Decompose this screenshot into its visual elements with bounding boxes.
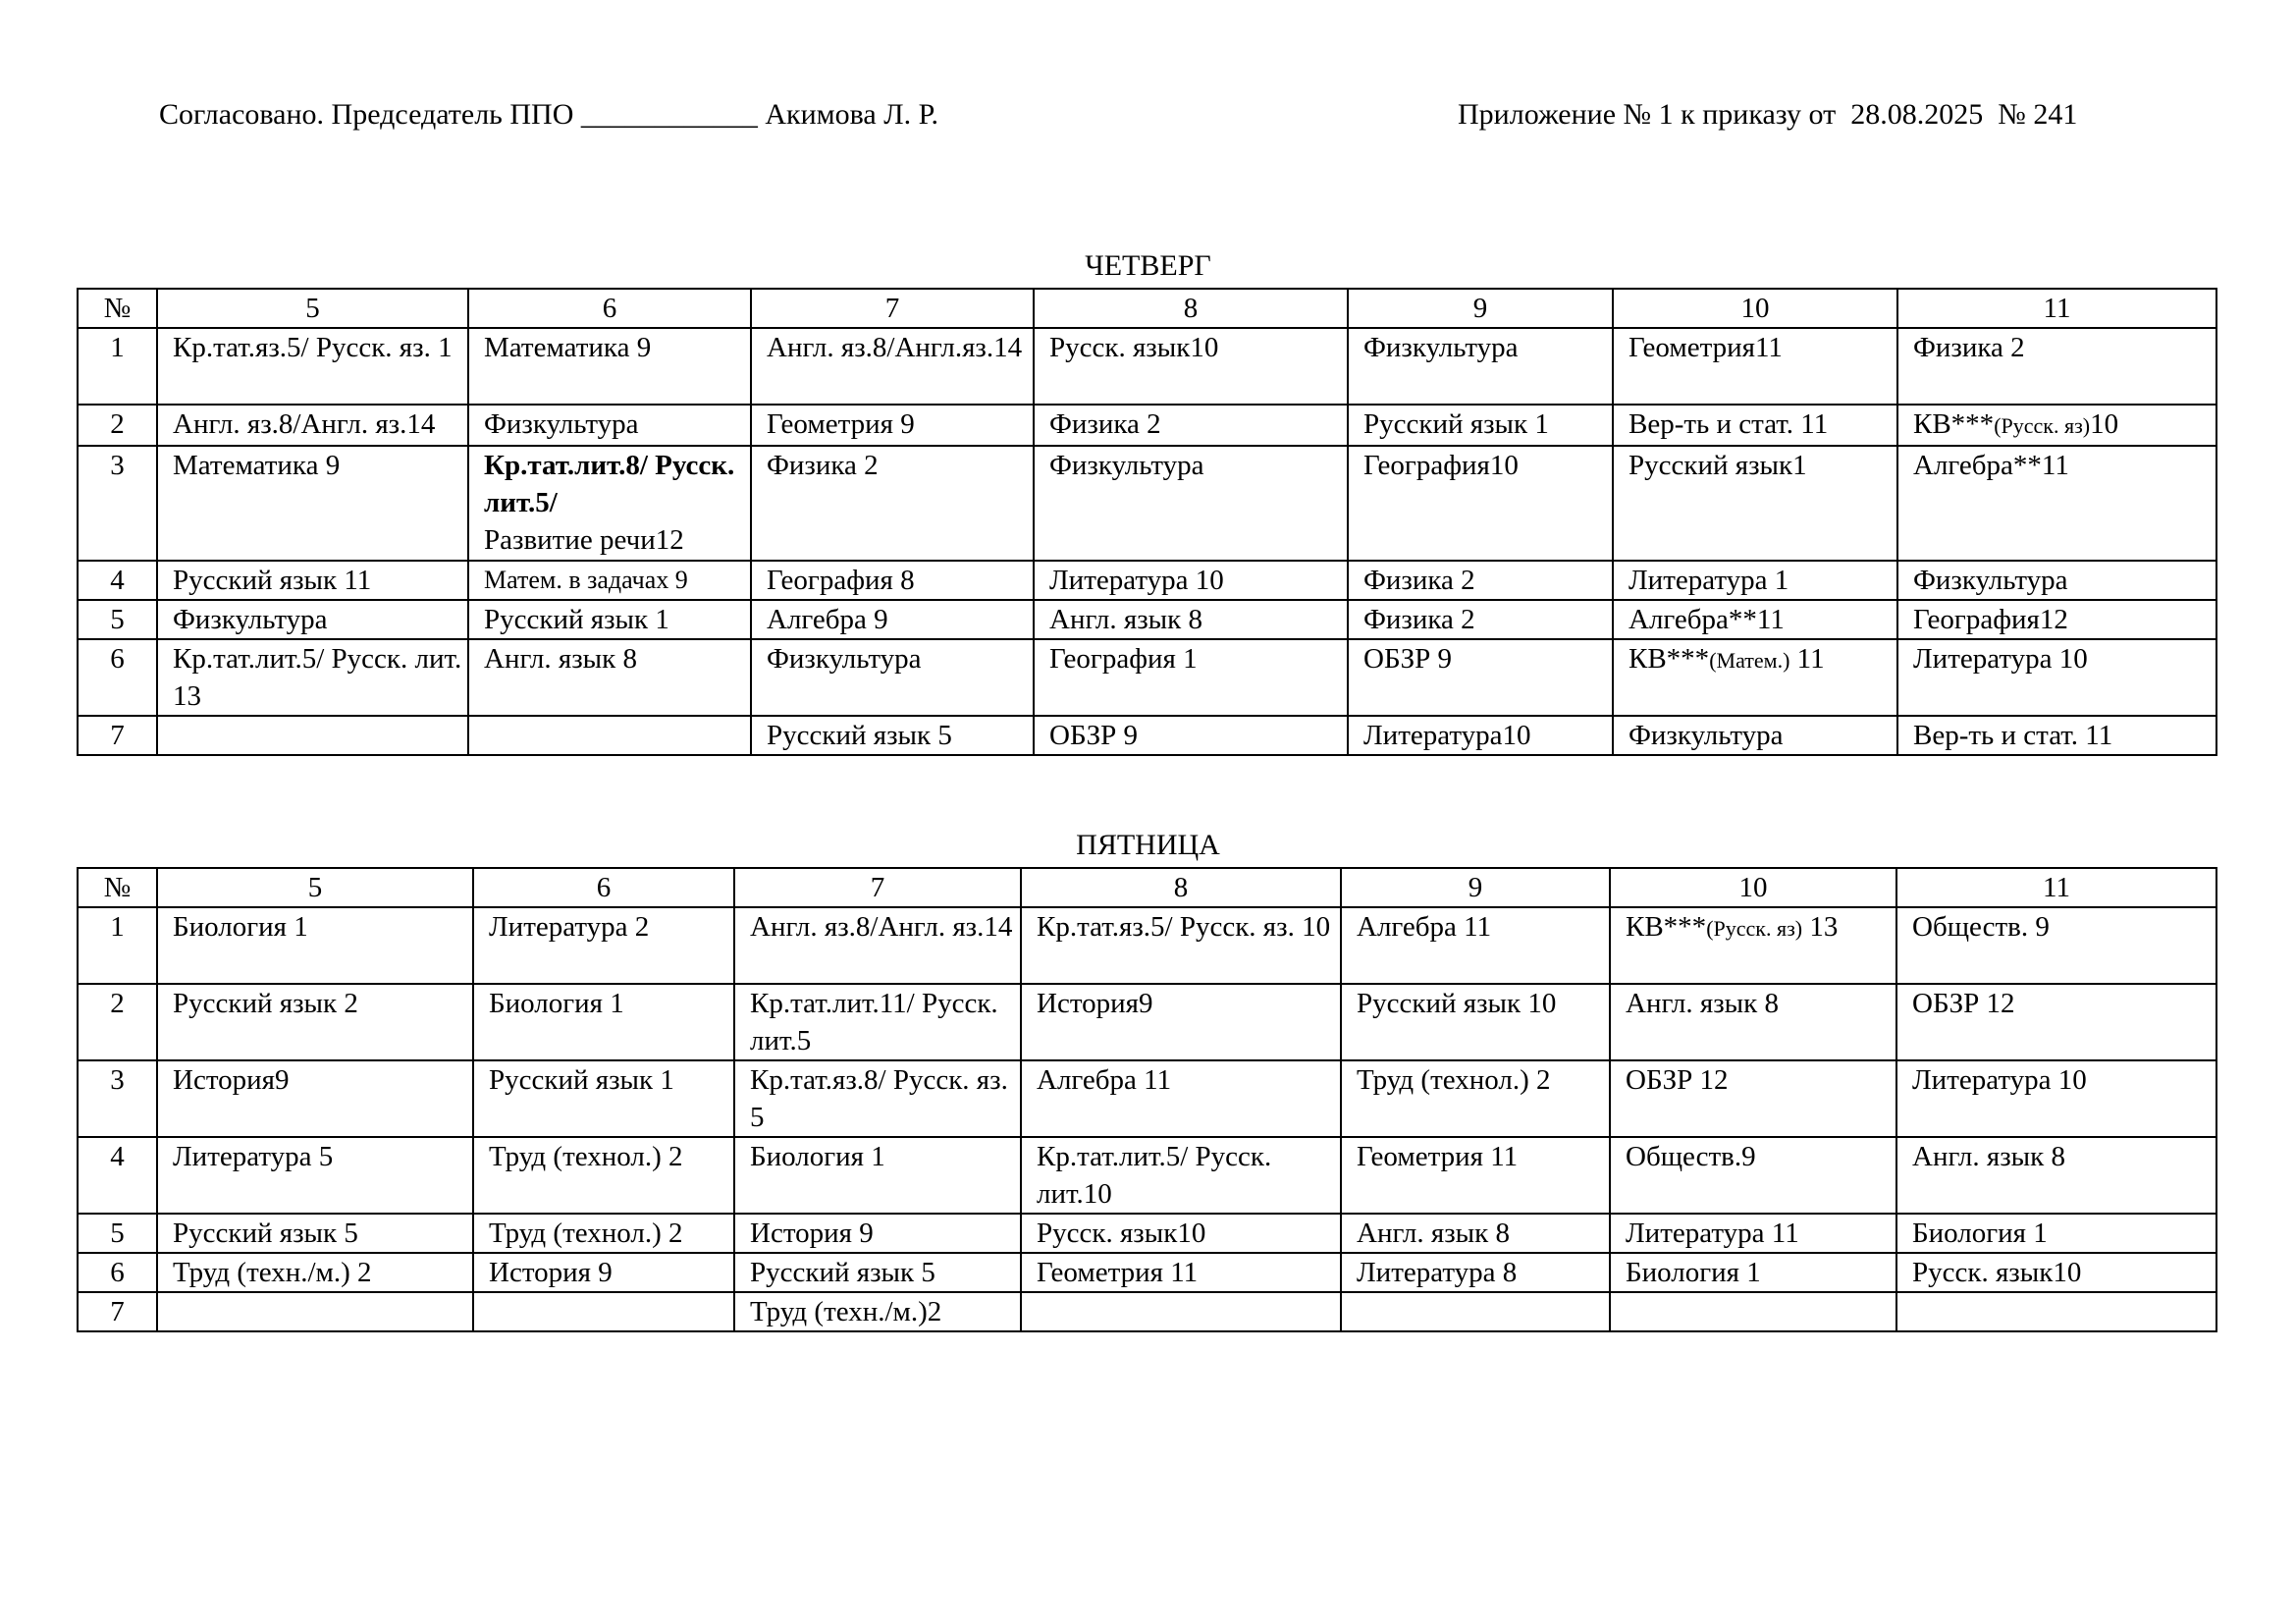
lesson-cell: Математика 9 — [157, 446, 468, 561]
lesson-cell: Англ. язык 8 — [1896, 1137, 2216, 1214]
lesson-cell: Физкультура — [1613, 716, 1897, 755]
lesson-cell: Кр.тат.яз.8/ Русск. яз. 5 — [734, 1060, 1021, 1137]
approval-line: Согласовано. Председатель ППО ____________ Акимова Л. Р. — [159, 98, 939, 131]
lesson-cell: Русский язык 1 — [1348, 405, 1613, 446]
lesson-cell — [468, 446, 751, 561]
lesson-cell: География 1 — [1034, 639, 1348, 716]
lesson-cell: Русск. язык10 — [1034, 328, 1348, 405]
lesson-cell-note: (Матем.) — [1709, 648, 1790, 673]
table-row — [78, 446, 2216, 561]
lesson-cell: Труд (технол.) 2 — [473, 1214, 734, 1253]
lesson-cell — [157, 716, 468, 755]
lesson-cell: Физика 2 — [1348, 600, 1613, 639]
lesson-cell — [1610, 907, 1896, 984]
lesson-cell: Алгебра 9 — [751, 600, 1034, 639]
lesson-cell: Русский язык 1 — [468, 600, 751, 639]
lesson-cell: Геометрия 11 — [1021, 1253, 1341, 1292]
lesson-cell: Кр.тат.яз.5/ Русск. яз. 10 — [1021, 907, 1341, 984]
lesson-cell: Труд (технол.) 2 — [1341, 1060, 1610, 1137]
lesson-cell: Биология 1 — [734, 1137, 1021, 1214]
column-header: 9 — [1348, 289, 1613, 328]
lesson-cell-room: 11 — [1789, 643, 1825, 675]
lesson-cell: Биология 1 — [1610, 1253, 1896, 1292]
lesson-cell — [1341, 1292, 1610, 1331]
lesson-cell: ОБЗР 12 — [1896, 984, 2216, 1060]
lesson-cell: Геометрия 9 — [751, 405, 1034, 446]
lesson-cell-room: 13 — [1802, 911, 1839, 943]
lesson-cell-text: КВ*** — [1913, 408, 1995, 440]
column-header: 5 — [157, 289, 468, 328]
lesson-number: 3 — [78, 1060, 157, 1137]
column-header: 7 — [734, 868, 1021, 907]
friday-schedule-table — [77, 867, 2217, 1332]
lesson-number: 6 — [78, 1253, 157, 1292]
lesson-number: 5 — [78, 600, 157, 639]
column-header: 11 — [1897, 289, 2216, 328]
lesson-cell-extra: Развитие речи12 — [484, 524, 684, 556]
table-row — [78, 1253, 2216, 1292]
lesson-cell: История9 — [1021, 984, 1341, 1060]
lesson-cell — [1610, 1292, 1896, 1331]
lesson-cell: Литература 1 — [1613, 561, 1897, 600]
table-row — [78, 328, 2216, 405]
lesson-cell: История 9 — [473, 1253, 734, 1292]
lesson-cell: География12 — [1897, 600, 2216, 639]
lesson-cell: Физкультура — [1034, 446, 1348, 561]
lesson-cell: Алгебра 11 — [1021, 1060, 1341, 1137]
lesson-cell: Англ. язык 8 — [1610, 984, 1896, 1060]
lesson-cell: Литература 10 — [1034, 561, 1348, 600]
table-row — [78, 907, 2216, 984]
column-header: 8 — [1034, 289, 1348, 328]
lesson-number: 4 — [78, 561, 157, 600]
table-row — [78, 1292, 2216, 1331]
lesson-cell: Физика 2 — [751, 446, 1034, 561]
table-header-row — [78, 868, 2216, 907]
lesson-cell-room: 10 — [2090, 408, 2119, 440]
column-header: 9 — [1341, 868, 1610, 907]
lesson-cell — [1896, 1292, 2216, 1331]
lesson-cell: Обществ.9 — [1610, 1137, 1896, 1214]
lesson-number: 7 — [78, 1292, 157, 1331]
lesson-cell: Математика 9 — [468, 328, 751, 405]
lesson-cell: Русский язык 5 — [751, 716, 1034, 755]
lesson-cell: Литература 8 — [1341, 1253, 1610, 1292]
thursday-schedule-table — [77, 288, 2217, 756]
lesson-cell: Матем. в задачах 9 — [468, 561, 751, 600]
lesson-cell-text: КВ*** — [1629, 643, 1710, 675]
column-header: 10 — [1613, 289, 1897, 328]
column-header: 8 — [1021, 868, 1341, 907]
lesson-cell — [1613, 639, 1897, 716]
lesson-cell-note: (Русск. яз) — [1994, 413, 2091, 438]
table-row — [78, 405, 2216, 446]
column-header: 11 — [1896, 868, 2216, 907]
table-row — [78, 1214, 2216, 1253]
lesson-cell — [157, 1292, 473, 1331]
lesson-cell: Русск. язык10 — [1021, 1214, 1341, 1253]
lesson-number: 2 — [78, 984, 157, 1060]
lesson-cell: Англ. язык 8 — [468, 639, 751, 716]
lesson-cell: История9 — [157, 1060, 473, 1137]
lesson-cell: Физика 2 — [1034, 405, 1348, 446]
friday-title: ПЯТНИЦА — [1076, 829, 1220, 861]
lesson-cell: Русский язык1 — [1613, 446, 1897, 561]
column-header: 6 — [473, 868, 734, 907]
lesson-cell: Литература 5 — [157, 1137, 473, 1214]
lesson-cell: Литература 10 — [1897, 639, 2216, 716]
lesson-cell: Биология 1 — [157, 907, 473, 984]
lesson-cell: Физкультура — [157, 600, 468, 639]
lesson-cell: Русск. язык10 — [1896, 1253, 2216, 1292]
lesson-cell: ОБЗР 9 — [1348, 639, 1613, 716]
lesson-cell: Русский язык 5 — [157, 1214, 473, 1253]
lesson-cell: Англ. яз.8/Англ. яз.14 — [157, 405, 468, 446]
column-header: 10 — [1610, 868, 1896, 907]
lesson-cell: Вер-ть и стат. 11 — [1613, 405, 1897, 446]
lesson-cell: Англ. язык 8 — [1034, 600, 1348, 639]
lesson-number: 1 — [78, 328, 157, 405]
lesson-cell: Русский язык 1 — [473, 1060, 734, 1137]
table-row — [78, 639, 2216, 716]
lesson-cell: Литература 10 — [1896, 1060, 2216, 1137]
lesson-cell: Биология 1 — [1896, 1214, 2216, 1253]
lesson-cell: Русский язык 2 — [157, 984, 473, 1060]
lesson-cell-note: (Русск. яз) — [1706, 916, 1803, 941]
column-header: № — [78, 289, 157, 328]
lesson-cell: Обществ. 9 — [1896, 907, 2216, 984]
table-row — [78, 716, 2216, 755]
lesson-cell-text: КВ*** — [1626, 911, 1707, 943]
lesson-cell: Труд (техн./м.)2 — [734, 1292, 1021, 1331]
lesson-cell: Англ. язык 8 — [1341, 1214, 1610, 1253]
lesson-number: 1 — [78, 907, 157, 984]
column-header: 5 — [157, 868, 473, 907]
lesson-cell: Алгебра**11 — [1613, 600, 1897, 639]
lesson-number: 5 — [78, 1214, 157, 1253]
lesson-cell: Физика 2 — [1897, 328, 2216, 405]
lesson-cell: География10 — [1348, 446, 1613, 561]
column-header: 6 — [468, 289, 751, 328]
table-row — [78, 1060, 2216, 1137]
lesson-cell: Физкультура — [751, 639, 1034, 716]
lesson-cell: Кр.тат.лит.5/ Русск. лит.10 — [1021, 1137, 1341, 1214]
lesson-cell: ОБЗР 12 — [1610, 1060, 1896, 1137]
lesson-cell: Кр.тат.лит.11/ Русск. лит.5 — [734, 984, 1021, 1060]
lesson-number: 2 — [78, 405, 157, 446]
lesson-cell: Физкультура — [468, 405, 751, 446]
order-reference: Приложение № 1 к приказу от 28.08.2025 № 241 — [1458, 98, 2078, 131]
lesson-cell: Геометрия 11 — [1341, 1137, 1610, 1214]
lesson-cell: География 8 — [751, 561, 1034, 600]
lesson-cell — [468, 716, 751, 755]
table-row — [78, 1137, 2216, 1214]
lesson-cell: Англ. яз.8/Англ.яз.14 — [751, 328, 1034, 405]
lesson-cell: Англ. яз.8/Англ. яз.14 — [734, 907, 1021, 984]
lesson-cell: Труд (технол.) 2 — [473, 1137, 734, 1214]
table-row — [78, 984, 2216, 1060]
lesson-cell: ОБЗР 9 — [1034, 716, 1348, 755]
table-row — [78, 561, 2216, 600]
lesson-cell — [473, 1292, 734, 1331]
lesson-cell: Алгебра 11 — [1341, 907, 1610, 984]
lesson-cell: Труд (техн./м.) 2 — [157, 1253, 473, 1292]
lesson-cell: Литература 2 — [473, 907, 734, 984]
lesson-number: 6 — [78, 639, 157, 716]
lesson-number: 3 — [78, 446, 157, 561]
lesson-cell: Литература 11 — [1610, 1214, 1896, 1253]
lesson-cell: Русский язык 5 — [734, 1253, 1021, 1292]
lesson-cell: Физика 2 — [1348, 561, 1613, 600]
lesson-number: 7 — [78, 716, 157, 755]
lesson-cell: Русский язык 10 — [1341, 984, 1610, 1060]
lesson-cell: Кр.тат.яз.5/ Русск. яз. 1 — [157, 328, 468, 405]
column-header: № — [78, 868, 157, 907]
lesson-cell: Литература10 — [1348, 716, 1613, 755]
lesson-cell — [1897, 405, 2216, 446]
thursday-title: ЧЕТВЕРГ — [1085, 249, 1211, 282]
lesson-cell-text: Кр.тат.лит.8/ Русск. лит.5/ — [484, 450, 735, 518]
lesson-cell: Физкультура — [1348, 328, 1613, 405]
lesson-cell: Кр.тат.лит.5/ Русск. лит. 13 — [157, 639, 468, 716]
lesson-cell: Алгебра**11 — [1897, 446, 2216, 561]
lesson-cell — [1021, 1292, 1341, 1331]
lesson-number: 4 — [78, 1137, 157, 1214]
lesson-cell: Вер-ть и стат. 11 — [1897, 716, 2216, 755]
lesson-cell: История 9 — [734, 1214, 1021, 1253]
lesson-cell: Биология 1 — [473, 984, 734, 1060]
lesson-cell: Геометрия11 — [1613, 328, 1897, 405]
lesson-cell: Физкультура — [1897, 561, 2216, 600]
table-header-row — [78, 289, 2216, 328]
lesson-cell: Русский язык 11 — [157, 561, 468, 600]
column-header: 7 — [751, 289, 1034, 328]
table-row — [78, 600, 2216, 639]
